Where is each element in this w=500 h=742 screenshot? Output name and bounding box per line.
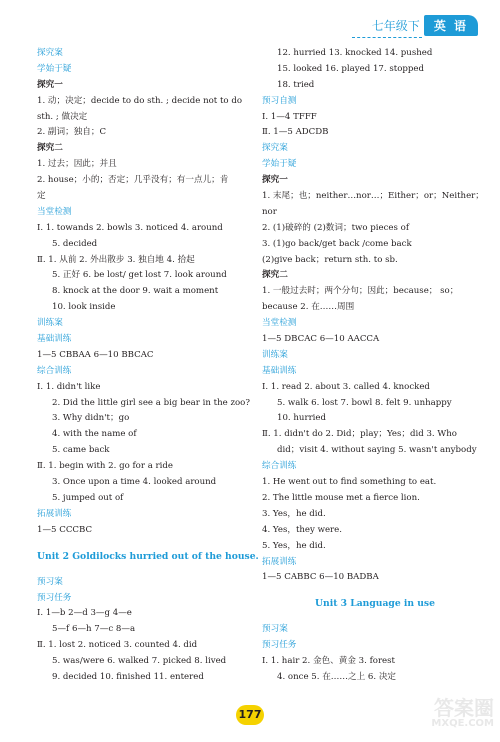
answer-line: 1. 一般过去时；两个分句；因此；because； so； xyxy=(262,286,459,297)
answer-line: Ⅰ. 1. didn't like xyxy=(37,381,101,392)
answer-line: 1—5 CCCBC xyxy=(37,524,93,535)
answer-line: 2. The little mouse met a fierce lion. xyxy=(262,492,420,503)
subsection-heading: 探究一 xyxy=(262,175,288,186)
answer-line: 1. 末尾；也；neither…nor…；Either；or；Neither； xyxy=(262,191,484,202)
answer-line: 定 xyxy=(37,191,46,202)
answer-line-indented: 3. Why didn't；go xyxy=(52,413,130,424)
answer-line-indented: did；visit 4. without saying 5. wasn't anybody xyxy=(277,445,477,456)
section-heading: 综合训练 xyxy=(37,365,72,376)
grade-label: 七年级下 xyxy=(371,18,420,33)
section-heading: 预习任务 xyxy=(37,592,72,603)
watermark-logo-text: 答案圈 xyxy=(434,696,494,720)
section-heading: 学始于疑 xyxy=(262,159,297,170)
answer-line-indented: 5. came back xyxy=(52,445,110,456)
answer-line: sth. ; 做决定 xyxy=(37,111,88,122)
subsection-heading: 探究二 xyxy=(262,270,288,281)
answer-line: 5. Yes，he did. xyxy=(262,540,326,551)
page-header xyxy=(372,14,478,36)
answer-line-indented: 15. looked 16. played 17. stopped xyxy=(277,63,424,74)
answer-line: 1—5 CABBC 6—10 BADBA xyxy=(262,572,379,583)
answer-line: 4. Yes，they were. xyxy=(262,524,342,535)
answer-line-indented: 5. walk 6. lost 7. bowl 8. felt 9. unhappy xyxy=(277,397,452,408)
section-heading: 拓展训练 xyxy=(262,556,297,567)
section-heading: 预习自测 xyxy=(262,95,297,106)
answer-line-indented: 5—f 6—h 7—c 8—a xyxy=(52,624,136,635)
unit-title: Unit 2 Goldilocks hurried out of the house. xyxy=(37,550,259,562)
left-answer-column xyxy=(37,46,259,686)
section-heading: 当堂检测 xyxy=(262,318,297,329)
answer-line: Ⅰ. 1—4 TFFF xyxy=(262,111,317,122)
answer-line-indented: 5. 正好 6. be lost/ get lost 7. look around xyxy=(52,270,227,281)
answer-line-indented: 8. knock at the door 9. wait a moment xyxy=(52,286,219,297)
subsection-heading: 探究二 xyxy=(37,143,63,154)
answer-line: Ⅱ. 1. 从前 2. 外出散步 3. 独自地 4. 拾起 xyxy=(37,254,195,265)
section-heading: 预习案 xyxy=(262,624,288,635)
answer-line-indented: 5. was/were 6. walked 7. picked 8. lived xyxy=(52,656,227,667)
section-heading: 学始于疑 xyxy=(37,63,72,74)
subject-badge: 英 语 xyxy=(424,15,478,36)
answer-line-indented: 12. hurried 13. knocked 14. pushed xyxy=(277,48,433,58)
answer-line: 1—5 CBBAA 6—10 BBCAC xyxy=(37,349,154,360)
answer-line-indented: 18. tried xyxy=(277,79,315,90)
watermark-url: MXQE.COM xyxy=(431,718,494,729)
answer-line: Ⅱ. 1. didn't do 2. Did；play；Yes；did 3. Who xyxy=(262,429,457,440)
answer-line: Ⅱ. 1—5 ADCDB xyxy=(262,127,329,138)
answer-line: Ⅱ. 1. lost 2. noticed 3. counted 4. did xyxy=(37,640,198,651)
section-heading: 探究案 xyxy=(262,143,288,154)
header-divider xyxy=(352,37,422,38)
section-heading: 探究案 xyxy=(37,48,63,58)
answer-line-indented: 9. decided 10. finished 11. entered xyxy=(52,671,204,682)
answer-line-indented: 4. with the name of xyxy=(52,429,137,440)
answer-line: 1. 过去；因此；并且 xyxy=(37,159,117,170)
answer-line: 3. Yes，he did. xyxy=(262,508,326,519)
answer-line: 1. He went out to find something to eat. xyxy=(262,477,437,488)
section-heading: 当堂检测 xyxy=(37,206,72,217)
answer-line-indented: 5. jumped out of xyxy=(52,492,124,503)
section-heading: 预习任务 xyxy=(262,640,297,651)
section-heading: 基础训练 xyxy=(37,334,72,345)
subsection-heading: 探究一 xyxy=(37,79,63,90)
answer-line-indented: 5. decided xyxy=(52,238,98,249)
answer-line-indented: 2. Did the little girl see a big bear in the zoo? xyxy=(52,397,250,408)
answer-line: 1. 动；决定；decide to do sth. ; decide not to do xyxy=(37,95,243,106)
answer-line: 3. (1)go back/get back /come back xyxy=(262,238,412,249)
answer-line: (2)give back；return sth. to sb. xyxy=(262,254,398,265)
page-number: 177 xyxy=(236,705,264,725)
answer-line: 2. 副词；独自；C xyxy=(37,127,107,138)
section-heading: 预习案 xyxy=(37,576,63,587)
answer-line-indented: 10. look inside xyxy=(52,302,116,313)
answer-line: 1—5 DBCAC 6—10 AACCA xyxy=(262,334,380,345)
answer-line: Ⅰ. 1. read 2. about 3. called 4. knocked xyxy=(262,381,430,392)
answer-line: Ⅱ. 1. begin with 2. go for a ride xyxy=(37,461,173,472)
answer-line: Ⅰ. 1. towands 2. bowls 3. noticed 4. around xyxy=(37,222,223,233)
section-heading: 综合训练 xyxy=(262,461,297,472)
answer-line: Ⅰ. 1. hair 2. 金色、黄金 3. forest xyxy=(262,656,396,667)
right-answer-column xyxy=(262,46,488,686)
site-watermark xyxy=(402,698,494,738)
answer-line: nor xyxy=(262,206,277,217)
answer-line-indented: 3. Once upon a time 4. looked around xyxy=(52,477,217,488)
section-heading: 训练案 xyxy=(37,318,63,329)
section-heading: 拓展训练 xyxy=(37,508,72,519)
unit-title: Unit 3 Language in use xyxy=(315,598,435,610)
answer-line: Ⅰ. 1—b 2—d 3—g 4—e xyxy=(37,608,132,619)
answer-line-indented: 4. once 5. 在……之上 6. 决定 xyxy=(277,671,397,682)
section-heading: 基础训练 xyxy=(262,365,297,376)
answer-line: 2. (1)破碎的 (2)数词；two pieces of xyxy=(262,222,410,233)
answer-line: because 2. 在……周围 xyxy=(262,302,355,313)
section-heading: 训练案 xyxy=(262,349,288,360)
answer-line-indented: 10. hurried xyxy=(277,413,327,424)
answer-line: 2. house；小的；否定；几乎没有；有一点儿；肯 xyxy=(37,175,229,186)
